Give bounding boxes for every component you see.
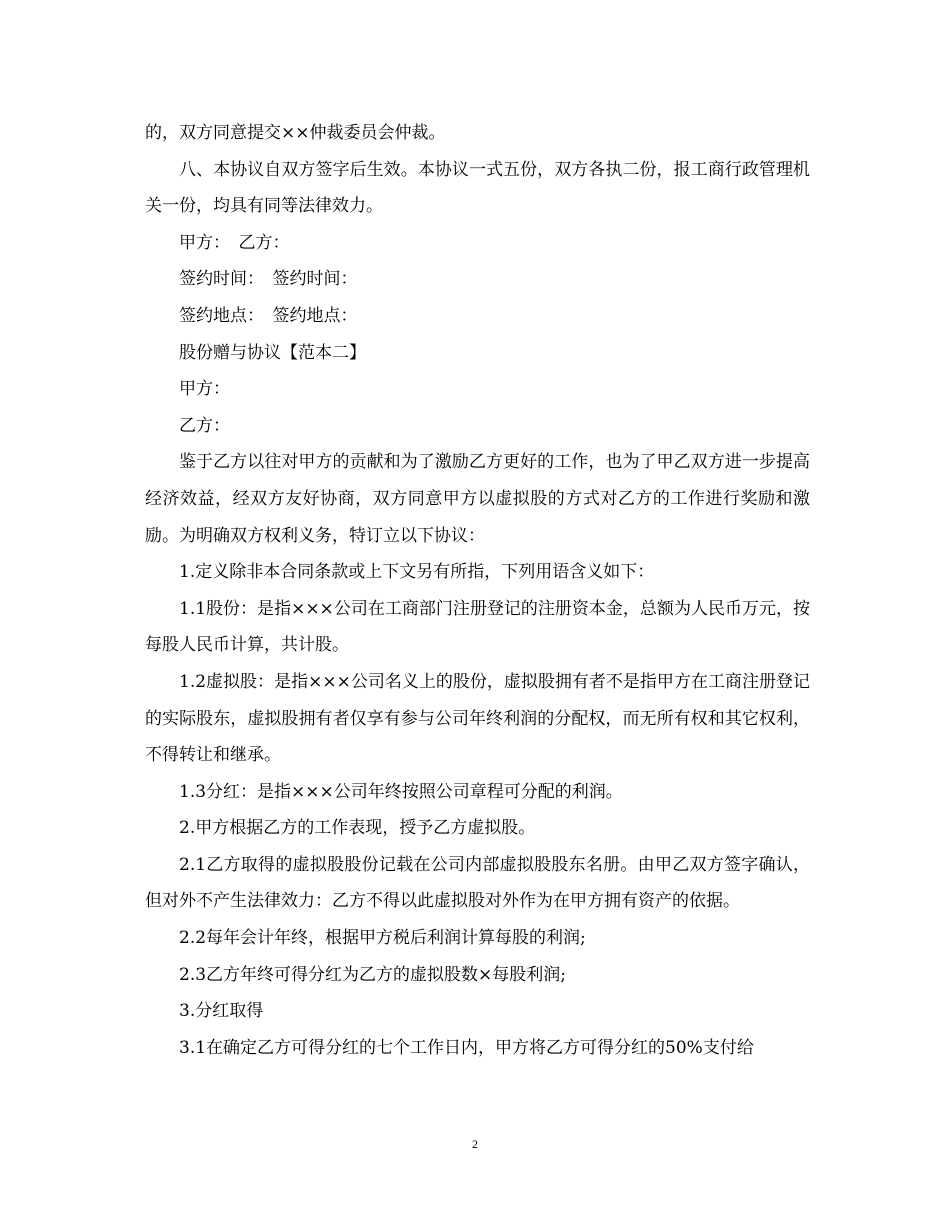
- section-title-template-two: 股份赠与协议【范本二】: [179, 342, 366, 363]
- paragraph-clause-1-1: 1.1股份：是指×××公司在工商部门注册登记的注册资本金，总额为人民币万元，按每股人民币计算，共计股。: [145, 598, 810, 656]
- paragraph-clause-2-3: 2.3乙方年终可得分红为乙方的虚拟股数×每股利润;: [179, 964, 567, 985]
- paragraph-party-b: 乙方：: [179, 415, 230, 436]
- paragraph-preamble: 鉴于乙方以往对甲方的贡献和为了激励乙方更好的工作，也为了甲乙双方进一步提高经济效益，经双方友好协商，双方同意甲方以虚拟股的方式对乙方的工作进行奖励和激励。为明确双方权利义务，特订立以下协议：: [145, 452, 810, 546]
- paragraph-clause-3: 3.分红取得: [179, 1001, 264, 1022]
- paragraph-clause-eight: 八、本协议自双方签字后生效。本协议一式五份，双方各执二份，报工商行政管理机关一份，均具有同等法律效力。: [145, 159, 810, 217]
- paragraph-clause-1: 1.定义除非本合同条款或上下文另有所指，下列用语含义如下：: [179, 562, 655, 583]
- paragraph-signing-place: 签约地点： 签约地点：: [179, 305, 358, 326]
- paragraph-signing-time: 签约时间： 签约时间：: [179, 269, 358, 290]
- paragraph-clause-2: 2.甲方根据乙方的工作表现，授予乙方虚拟股。: [179, 818, 536, 839]
- paragraph-parties-signature: 甲方： 乙方：: [179, 232, 290, 253]
- paragraph-arbitration-continued: 的，双方同意提交××仲裁委员会仲裁。: [145, 123, 446, 143]
- document-body: [145, 115, 810, 1066]
- paragraph-clause-1-3: 1.3分红：是指×××公司年终按照公司章程可分配的利润。: [179, 781, 623, 802]
- page-number: 2: [472, 1137, 478, 1151]
- paragraph-clause-2-1: 2.1乙方取得的虚拟股股份记载在公司内部虚拟股股东名册。由甲乙双方签字确认，但对外不产生法律效力：乙方不得以此虚拟股对外作为在甲方拥有资产的依据。: [145, 854, 810, 912]
- paragraph-clause-3-1: 3.1在确定乙方可得分红的七个工作日内，甲方将乙方可得分红的50%支付给: [179, 1037, 754, 1058]
- paragraph-clause-1-2: 1.2虚拟股：是指×××公司名义上的股份，虚拟股拥有者不是指甲方在工商注册登记的实际股东，虚拟股拥有者仅享有参与公司年终利润的分配权，而无所有权和其它权利，不得转让和继承。: [145, 671, 810, 766]
- paragraph-clause-2-2: 2.2每年会计年终，根据甲方税后利润计算每股的利润;: [179, 928, 586, 949]
- paragraph-party-a: 甲方：: [179, 379, 230, 400]
